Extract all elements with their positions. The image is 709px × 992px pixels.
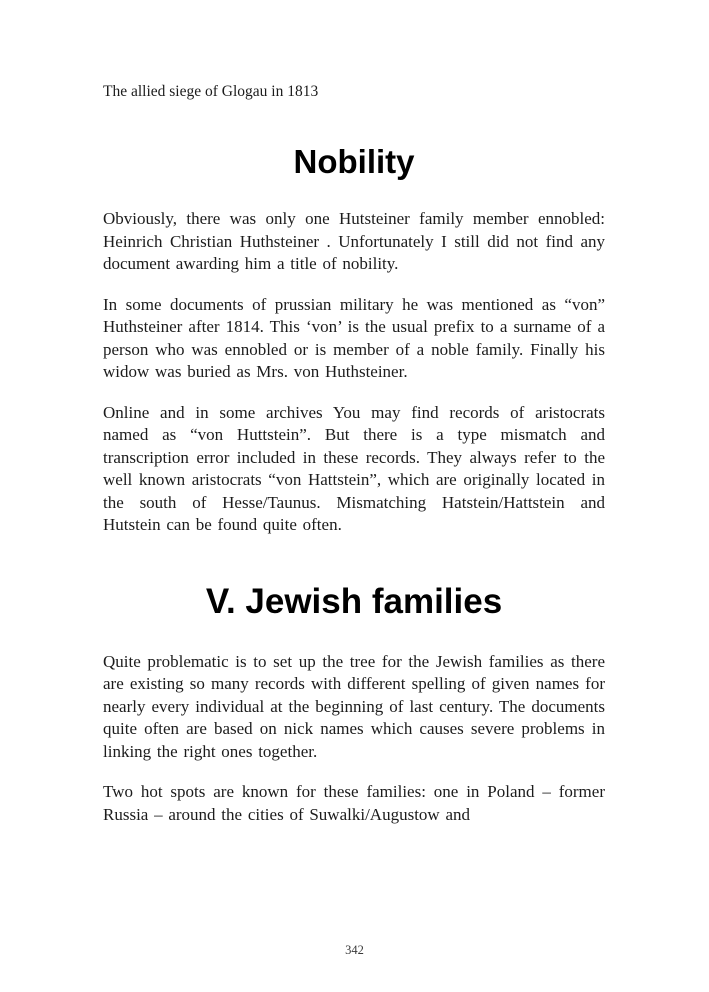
paragraph-nobility-3: Online and in some archives You may find records of aristocrats named as “von Huttstein”. But there is a type mismatch and transcription error included in these records. They always refer to the well known aristocrats “von Hattstein”, which are originally located in the south of Hesse/Taunus. Mismatching Hatstein/Hattstein and Hutstein can be found quite often. [103, 402, 605, 534]
image-caption: The allied siege of Glogau in 1813 [103, 83, 319, 100]
paragraph-jewish-1: Quite problematic is to set up the tree for the Jewish families as there are existing so many records with different spelling of given names for nearly every individual at the beginning of last century. The documents quite often are based on nick names which causes severe problems in linking the right ones together. [103, 651, 605, 761]
paragraph-nobility-2: In some documents of prussian military he was mentioned as “von” Huthsteiner after 1814. This ‘von’ is the usual prefix to a surname of a person who was ennobled or is member of a noble family. Finally his widow was buried as Mrs. von Huthsteiner. [103, 294, 605, 381]
heading-nobility: Nobility [293, 143, 415, 180]
page-number: 342 [345, 943, 364, 957]
paragraph-jewish-2: Two hot spots are known for these families: one in Poland – former Russia – around the cities of Suwalki/Augustow and [103, 782, 605, 824]
heading-jewish-families: V. Jewish families [205, 581, 503, 621]
paragraph-nobility-1: Obviously, there was only one Hutsteiner family member ennobled: Heinrich Christian Huthsteiner . Unfortunately I still did not find any document awarding him a title of nobility. [103, 209, 605, 273]
